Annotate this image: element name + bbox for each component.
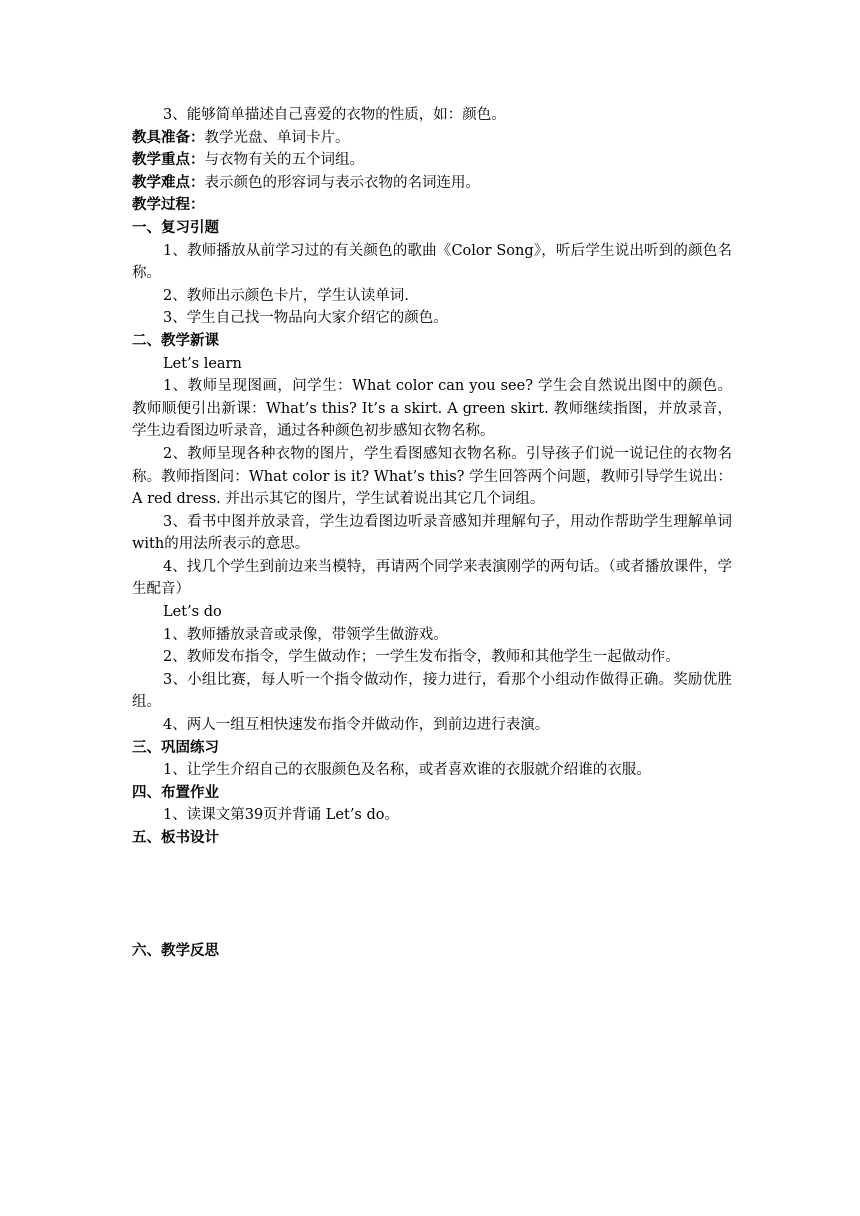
key-point-line	[132, 149, 732, 172]
do-item-2: 2、教师发布指令，学生做动作；一学生发布指令，教师和其他学生一起做动作。	[163, 649, 680, 666]
tools-line	[132, 127, 732, 150]
difficulty-line	[132, 172, 732, 195]
section-3-item-1: 1、让学生介绍自己的衣服颜色及名称，或者喜欢谁的衣服就介绍谁的衣服。	[163, 762, 651, 779]
learn-item-1: 1、教师呈现图画，问学生：What color can you see? 学生会自然说出图中的颜色。教师顺便引出新课：What’s this? It’s a skirt. A green skirt. 教师继续指图，并放录音，学生边看图边听录音，通过各种颜色初步感知衣物名称。	[132, 378, 732, 440]
learn-item-2: 2、教师呈现各种衣物的图片，学生看图感知衣物名称。引导孩子们说一说记住的衣物名称。教师指图问：What color is it? What’s this? 学生回答两个问题，教师引导学生说出：A red dress. 并出示其它的图片，学生试着说出其它几个词组。	[132, 445, 732, 508]
section-1-title: 一、复习引题	[132, 218, 219, 236]
difficulty-text: 表示颜色的形容词与表示衣物的名词连用。	[204, 174, 480, 191]
section-5-title: 五、板书设计	[132, 829, 219, 846]
difficulty-label: 教学难点：	[132, 173, 205, 191]
key-point-label: 教学重点：	[132, 151, 205, 169]
objective-3: 3、能够简单描述自己喜爱的衣物的性质，如：颜色。	[163, 107, 506, 123]
tools-text: 教学光盘、单词卡片。	[204, 129, 350, 146]
section-1-item-3: 3、学生自己找一物品向大家介绍它的颜色。	[163, 310, 448, 327]
key-point-text: 与衣物有关的五个词组。	[204, 152, 364, 169]
do-item-3: 3、小组比赛，每人听一个指令做动作，接力进行，看那个小组动作做得正确。奖励优胜组。	[132, 671, 732, 711]
section-1-item-2: 2、教师出示颜色卡片，学生认读单词.	[163, 287, 409, 304]
section-4-title: 四、布置作业	[132, 783, 219, 801]
section-2-title: 二、教学新课	[132, 331, 219, 349]
board-design-space	[132, 850, 732, 940]
do-item-1: 1、教师播放录音或录像，带领学生做游戏。	[163, 626, 448, 643]
tools-label: 教具准备：	[132, 128, 205, 146]
section-4-item-1: 1、读课文第39页并背诵 Let’s do。	[163, 807, 399, 824]
do-item-4: 4、两人一组互相快速发布指令并做动作，到前边进行表演。	[163, 717, 550, 734]
learn-item-4: 4、找几个学生到前边来当模特，再请两个同学来表演刚学的两句话。（或者播放课件，学生配音）	[132, 558, 732, 598]
process-label: 教学过程：	[132, 196, 205, 214]
section-6-title: 六、教学反思	[132, 941, 219, 959]
lesson-plan-body	[132, 104, 732, 962]
lets-do-label: Let’s do	[163, 604, 222, 621]
section-3-title: 三、巩固练习	[132, 738, 219, 756]
lets-learn-label: Let’s learn	[163, 355, 242, 372]
learn-item-3: 3、看书中图并放录音，学生边看图边听录音感知并理解句子，用动作帮助学生理解单词with的用法所表示的意思。	[132, 513, 732, 553]
section-1-item-1: 1、教师播放从前学习过的有关颜色的歌曲《Color Song》，听后学生说出听到的颜色名称。	[132, 242, 732, 282]
